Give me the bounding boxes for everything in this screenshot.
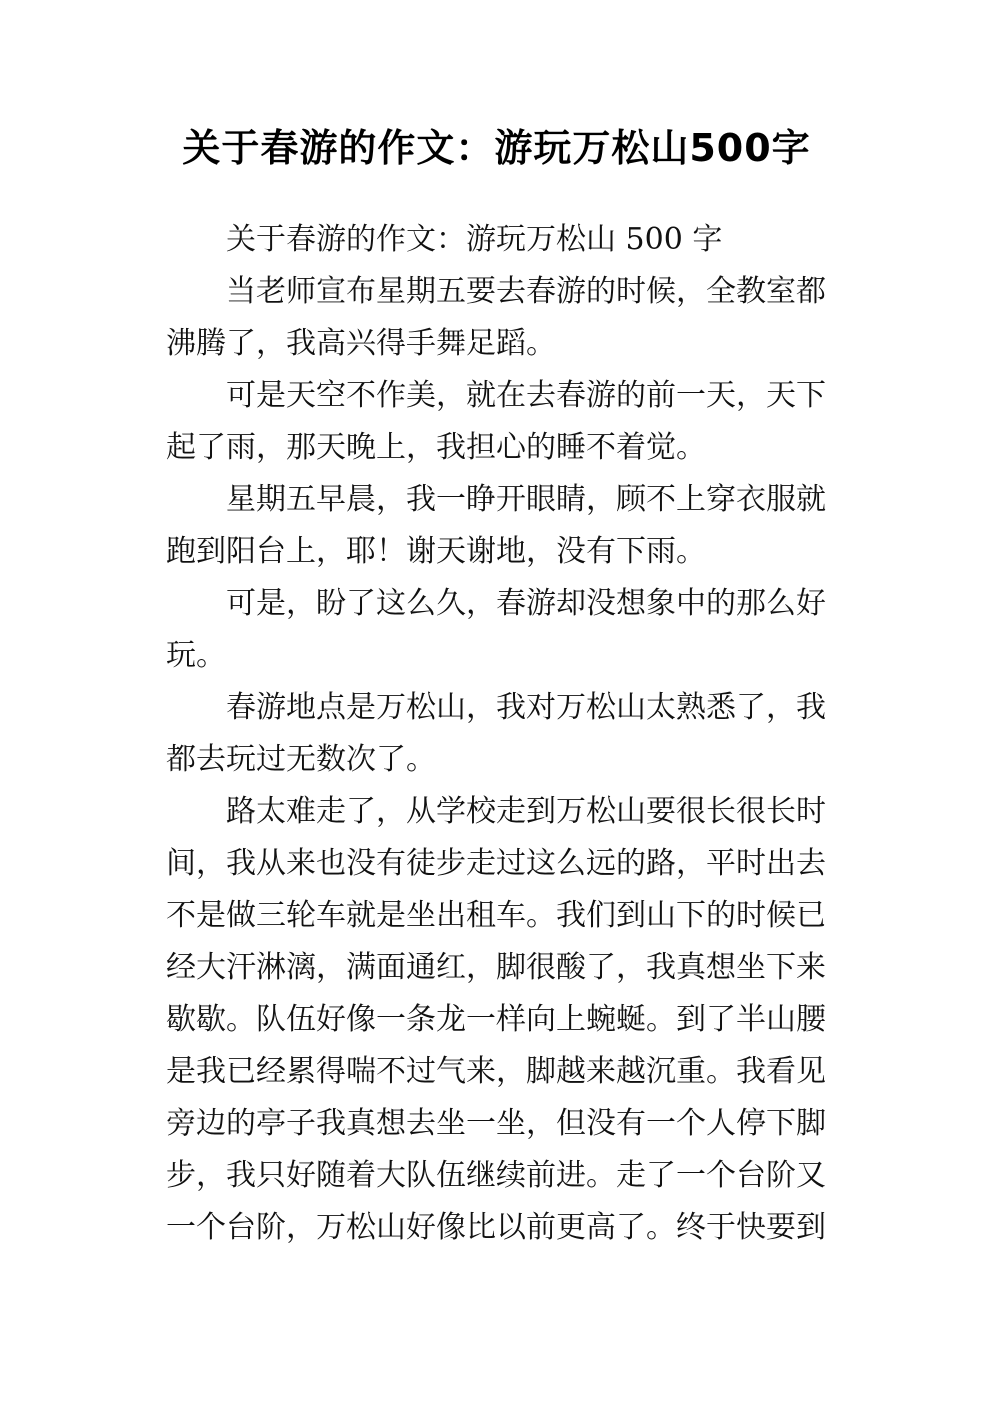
document-title: 关于春游的作文：游玩万松山500字 [182,126,811,170]
paragraph: 春游地点是万松山，我对万松山太熟悉了，我都去玩过无数次了。 [166,690,826,777]
paragraph-heading: 关于春游的作文：游玩万松山 500 字 [226,222,723,257]
paragraph: 可是，盼了这么久，春游却没想象中的那么好玩。 [166,586,826,673]
paragraph: 当老师宣布星期五要去春游的时候，全教室都沸腾了，我高兴得手舞足蹈。 [166,274,826,361]
paragraph: 路太难走了，从学校走到万松山要很长很长时间，我从来也没有徒步走过这么远的路，平时出去不是做三轮车就是坐出租车。我们到山下的时候已经大汗淋漓，满面通红，脚很酸了，我真想坐下来歇歇。队伍好像一条龙一样向上蜿蜒。到了半山腰是我已经累得喘不过气来，脚越来越沉重。我看见旁边的亭子我真想去坐一坐，但没有一个人停下脚步，我只好随着大队伍继续前进。走了一个台阶又一个台阶，万松山好像比以前更高了。终于快要到 [166,794,826,1245]
paragraph: 可是天空不作美，就在去春游的前一天，天下起了雨，那天晚上，我担心的睡不着觉。 [166,378,826,465]
document-body [166,214,830,1254]
paragraph: 星期五早晨，我一睁开眼睛，顾不上穿衣服就跑到阳台上，耶！谢天谢地，没有下雨。 [166,482,826,569]
